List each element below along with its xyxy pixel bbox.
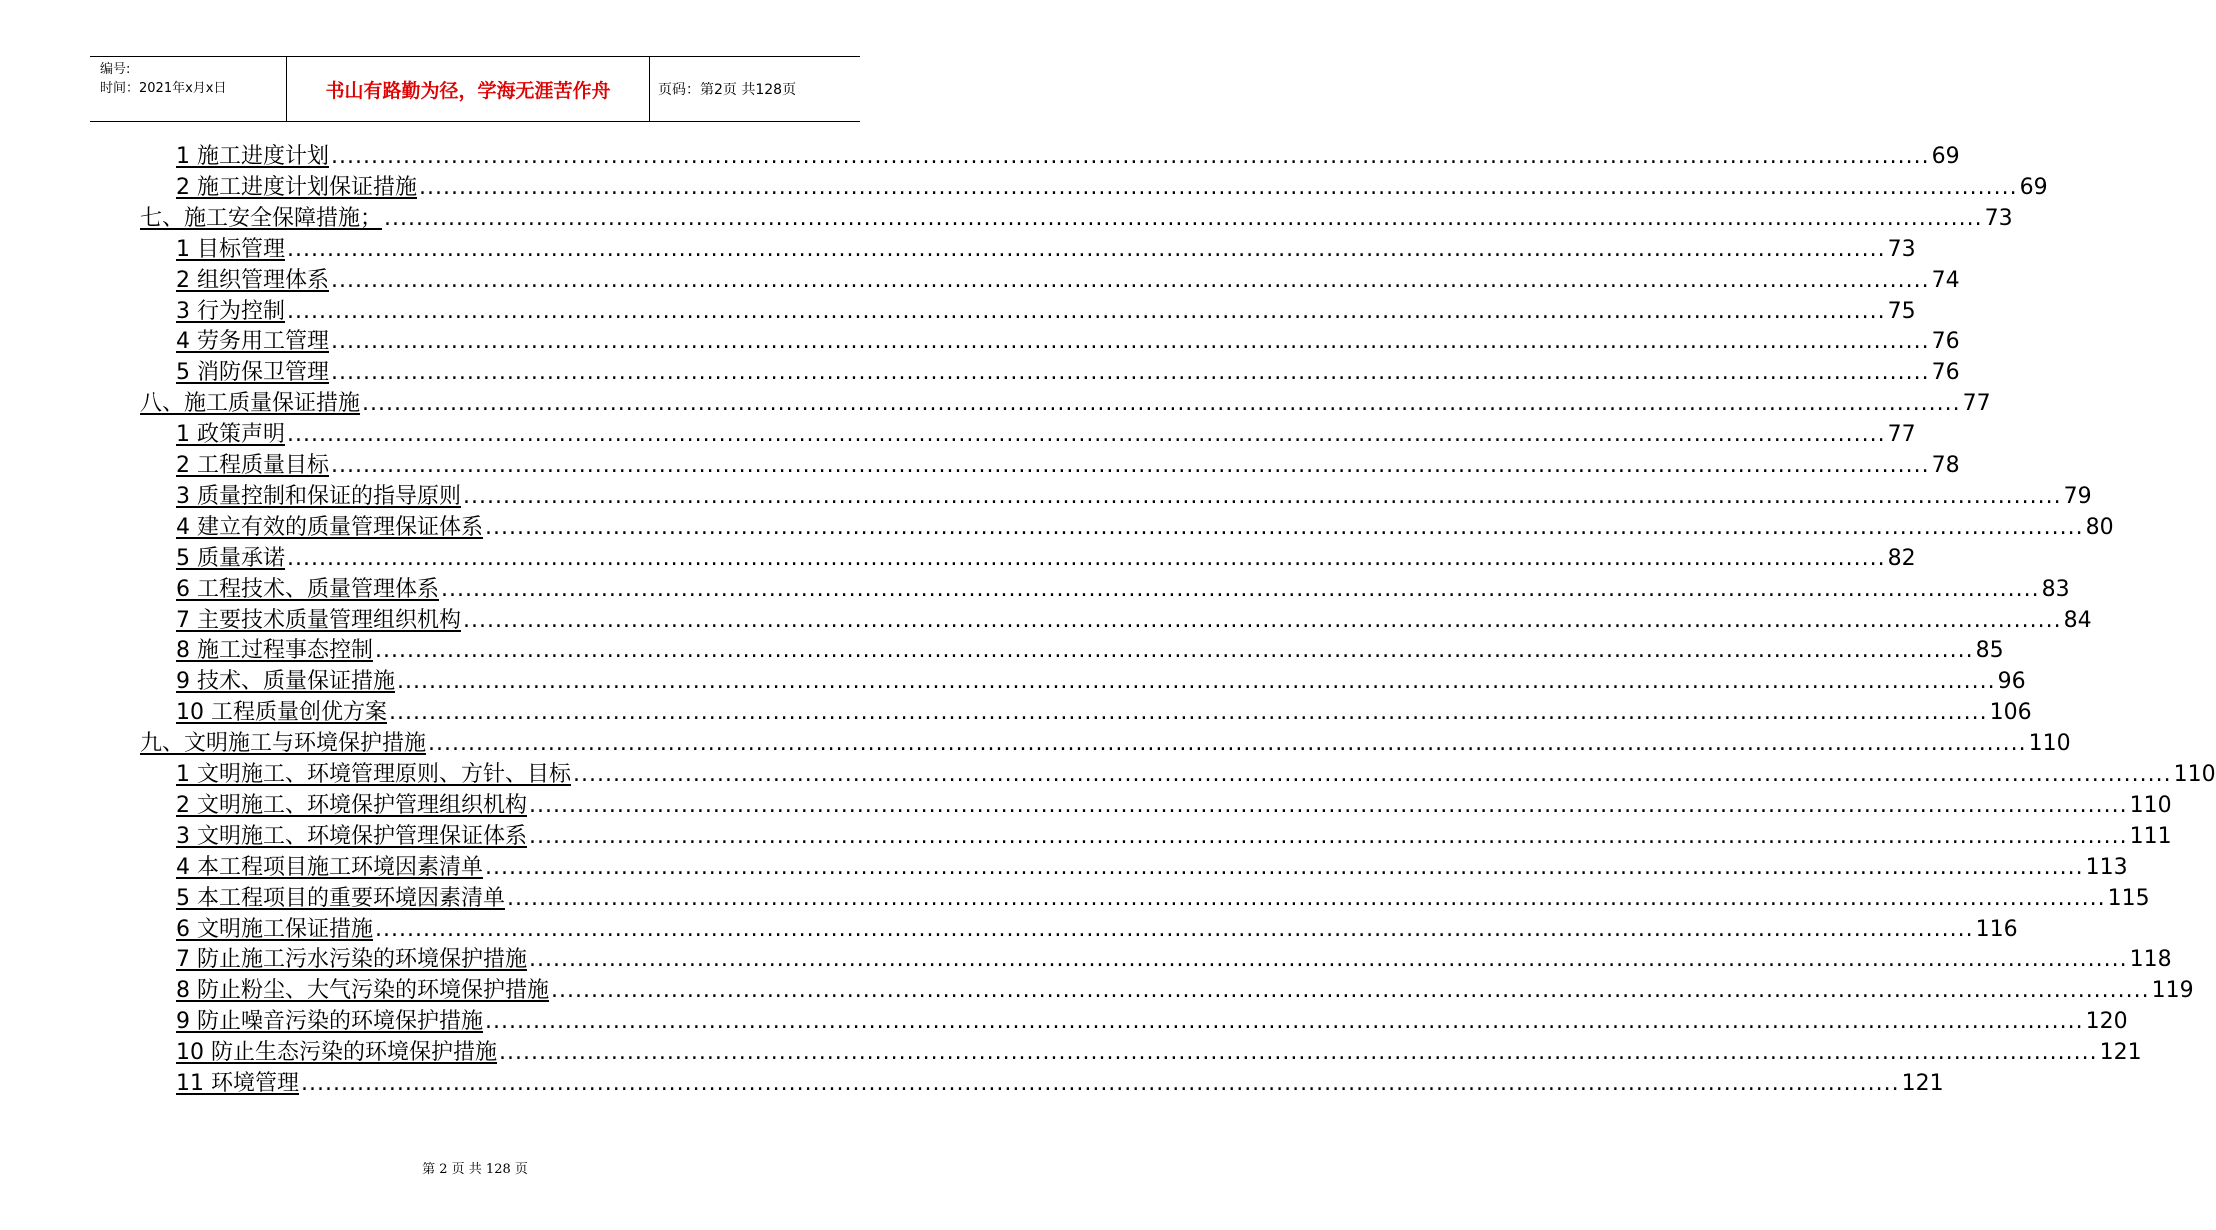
toc-section-entry[interactable]	[176, 297, 1916, 327]
toc-section-entry[interactable]	[176, 544, 1916, 574]
toc-section-entry[interactable]	[176, 606, 2092, 636]
toc-dot-leader: ........................................................................................................................................................................................................	[529, 823, 2128, 849]
toc-dot-leader: ........................................................................................................................................................................................................	[389, 700, 1988, 726]
toc-dot-leader: ........................................................................................................................................................................................................	[419, 174, 2018, 200]
toc-entry-page-number: 77	[1887, 422, 1916, 448]
toc-entry-label[interactable]: 2 施工进度计划保证措施	[176, 174, 417, 200]
toc-dot-leader: ........................................................................................................................................................................................................	[384, 205, 1983, 231]
toc-entry-label[interactable]: 2 工程质量目标	[176, 453, 329, 478]
toc-dot-leader: ........................................................................................................................................................................................................	[551, 978, 2150, 1004]
toc-entry-page-number: 73	[1887, 236, 1916, 262]
toc-section-entry[interactable]	[176, 420, 1916, 450]
toc-section-entry[interactable]	[176, 1069, 1944, 1099]
toc-entry-page-number: 119	[2151, 978, 2194, 1004]
toc-section-entry[interactable]	[176, 976, 2194, 1006]
toc-section-entry[interactable]	[176, 451, 1960, 481]
toc-section-entry[interactable]	[176, 884, 2150, 914]
toc-dot-leader: ........................................................................................................................................................................................................	[485, 854, 2084, 880]
toc-entry-label[interactable]: 4 本工程项目施工环境因素清单	[176, 854, 483, 880]
toc-entry-label[interactable]: 6 文明施工保证措施	[176, 916, 373, 942]
toc-entry-label[interactable]: 1 施工进度计划	[176, 144, 329, 169]
toc-entry-page-number: 96	[1997, 669, 2026, 695]
toc-entry-label[interactable]: 1 目标管理	[176, 236, 285, 262]
toc-entry-label[interactable]: 7 防止施工污水污染的环境保护措施	[176, 947, 527, 973]
toc-entry-label[interactable]: 3 文明施工、环境保护管理保证体系	[176, 823, 527, 849]
toc-entry-label[interactable]: 7 主要技术质量管理组织机构	[176, 607, 461, 633]
toc-entry-label[interactable]: 1 政策声明	[176, 422, 285, 448]
toc-section-entry[interactable]	[176, 173, 2048, 203]
toc-entry-page-number: 118	[2129, 947, 2172, 973]
toc-entry-label[interactable]: 9 防止噪音污染的环境保护措施	[176, 1009, 483, 1035]
toc-entry-page-number: 75	[1887, 298, 1916, 324]
page-header	[90, 56, 860, 122]
toc-dot-leader: ........................................................................................................................................................................................................	[375, 638, 1974, 664]
toc-section-entry[interactable]	[176, 482, 2092, 512]
toc-entry-label[interactable]: 6 工程技术、质量管理体系	[176, 576, 439, 602]
toc-dot-leader: ........................................................................................................................................................................................................	[529, 792, 2128, 818]
toc-entry-page-number: 113	[2085, 854, 2128, 880]
toc-dot-leader: ........................................................................................................................................................................................................	[287, 545, 1886, 571]
toc-entry-label[interactable]: 4 劳务用工管理	[176, 329, 329, 355]
toc-section-entry[interactable]	[176, 266, 1960, 296]
toc-entry-page-number: 73	[1984, 205, 2013, 231]
toc-entry-page-number: 74	[1931, 267, 1960, 293]
toc-entry-page-number: 121	[2099, 1040, 2142, 1066]
toc-entry-label[interactable]: 3 行为控制	[176, 298, 285, 324]
toc-entry-page-number: 80	[2085, 514, 2114, 540]
toc-entry-page-number: 84	[2063, 607, 2092, 633]
toc-entry-page-number: 116	[1975, 916, 2018, 942]
toc-entry-page-number: 82	[1887, 545, 1916, 571]
toc-section-entry[interactable]	[176, 142, 1960, 172]
toc-entry-label[interactable]: 10 防止生态污染的环境保护措施	[176, 1040, 497, 1066]
toc-section-entry[interactable]	[176, 822, 2172, 852]
toc-entry-page-number: 77	[1962, 391, 1991, 417]
toc-entry-label[interactable]: 4 建立有效的质量管理保证体系	[176, 514, 483, 540]
toc-entry-page-number: 69	[1931, 144, 1960, 169]
toc-chapter-entry[interactable]	[140, 204, 2013, 234]
toc-dot-leader: ........................................................................................................................................................................................................	[428, 731, 2027, 757]
toc-dot-leader: ........................................................................................................................................................................................................	[331, 360, 1930, 386]
toc-entry-label[interactable]: 10 工程质量创优方案	[176, 700, 387, 726]
toc-entry-page-number: 85	[1975, 638, 2004, 664]
toc-dot-leader: ........................................................................................................................................................................................................	[362, 391, 1961, 417]
toc-chapter-entry[interactable]	[140, 729, 2071, 759]
toc-entry-page-number: 83	[2041, 576, 2070, 602]
toc-entry-page-number: 78	[1931, 453, 1960, 478]
toc-dot-leader: ........................................................................................................................................................................................................	[331, 267, 1930, 293]
toc-dot-leader: ........................................................................................................................................................................................................	[463, 607, 2062, 633]
toc-entry-label[interactable]: 1 文明施工、环境管理原则、方针、目标	[176, 762, 571, 787]
toc-section-entry[interactable]	[176, 513, 2114, 543]
toc-entry-label[interactable]: 5 质量承诺	[176, 545, 285, 571]
page-footer: 第 2 页 共 128 页	[422, 1162, 528, 1177]
toc-entry-label[interactable]: 七、施工安全保障措施；	[140, 205, 383, 231]
toc-entry-page-number: 111	[2129, 823, 2172, 849]
toc-dot-leader: ........................................................................................................................................................................................................	[441, 576, 2040, 602]
document-number-label: 编号:	[100, 62, 131, 77]
toc-entry-page-number: 110	[2173, 762, 2216, 787]
toc-dot-leader: ........................................................................................................................................................................................................	[331, 329, 1930, 355]
toc-entry-label[interactable]: 8 施工过程事态控制	[176, 638, 373, 664]
toc-section-entry[interactable]	[176, 667, 2026, 697]
toc-entry-page-number: 110	[2129, 792, 2172, 818]
toc-entry-label[interactable]: 5 本工程项目的重要环境因素清单	[176, 885, 505, 911]
toc-entry-label[interactable]: 八、施工质量保证措施	[140, 391, 361, 417]
document-time: 时间：2021年x月x日	[100, 81, 227, 96]
toc-section-entry[interactable]	[176, 358, 1960, 388]
toc-entry-page-number: 115	[2107, 885, 2150, 911]
header-page-info: 页码：第2页 共128页	[658, 82, 797, 98]
header-meta	[90, 57, 286, 121]
toc-section-entry[interactable]	[176, 1038, 2142, 1068]
toc-dot-leader: ........................................................................................................................................................................................................	[375, 916, 1974, 942]
toc-section-entry[interactable]	[176, 791, 2172, 821]
toc-dot-leader: ........................................................................................................................................................................................................	[331, 144, 1930, 169]
toc-entry-label[interactable]: 9 技术、质量保证措施	[176, 669, 395, 695]
toc-chapter-entry[interactable]	[140, 389, 1991, 419]
toc-entry-page-number: 76	[1931, 329, 1960, 355]
toc-entry-page-number: 79	[2063, 483, 2092, 509]
toc-entry-label[interactable]: 3 质量控制和保证的指导原则	[176, 483, 461, 509]
toc-dot-leader: ........................................................................................................................................................................................................	[507, 885, 2106, 911]
toc-dot-leader: ........................................................................................................................................................................................................	[287, 236, 1886, 262]
toc-section-entry[interactable]	[176, 698, 2032, 728]
toc-entry-label[interactable]: 2 组织管理体系	[176, 267, 329, 293]
toc-entry-page-number: 69	[2019, 174, 2048, 200]
toc-entry-page-number: 121	[1901, 1071, 1944, 1096]
toc-section-entry[interactable]	[176, 575, 2070, 605]
toc-dot-leader: ........................................................................................................................................................................................................	[529, 947, 2128, 973]
toc-section-entry[interactable]	[176, 760, 2216, 790]
toc-dot-leader: ........................................................................................................................................................................................................	[287, 298, 1886, 324]
toc-entry-label[interactable]: 8 防止粉尘、大气污染的环境保护措施	[176, 978, 549, 1004]
toc-dot-leader: ........................................................................................................................................................................................................	[499, 1040, 2098, 1066]
toc-section-entry[interactable]	[176, 1007, 2128, 1037]
toc-dot-leader: ........................................................................................................................................................................................................	[485, 514, 2084, 540]
toc-entry-page-number: 120	[2085, 1009, 2128, 1035]
toc-section-entry[interactable]	[176, 235, 1916, 265]
toc-dot-leader: ........................................................................................................................................................................................................	[287, 422, 1886, 448]
header-motto: 书山有路勤为径，学海无涯苦作舟	[286, 57, 650, 121]
toc-section-entry[interactable]	[176, 915, 2018, 945]
toc-entry-page-number: 106	[1989, 700, 2032, 726]
toc-entry-label[interactable]: 5 消防保卫管理	[176, 360, 329, 386]
toc-entry-label[interactable]: 11 环境管理	[176, 1071, 299, 1096]
toc-entry-label[interactable]: 九、文明施工与环境保护措施	[140, 731, 427, 757]
toc-section-entry[interactable]	[176, 636, 2004, 666]
toc-dot-leader: ........................................................................................................................................................................................................	[463, 483, 2062, 509]
toc-dot-leader: ........................................................................................................................................................................................................	[485, 1009, 2084, 1035]
toc-dot-leader: ........................................................................................................................................................................................................	[301, 1071, 1900, 1096]
toc-section-entry[interactable]	[176, 853, 2128, 883]
toc-entry-page-number: 76	[1931, 360, 1960, 386]
toc-dot-leader: ........................................................................................................................................................................................................	[331, 453, 1930, 478]
toc-section-entry[interactable]	[176, 327, 1960, 357]
toc-dot-leader: ........................................................................................................................................................................................................	[397, 669, 1996, 695]
toc-entry-page-number: 110	[2028, 731, 2071, 757]
toc-entry-label[interactable]: 2 文明施工、环境保护管理组织机构	[176, 792, 527, 818]
toc-dot-leader: ........................................................................................................................................................................................................	[573, 762, 2172, 787]
toc-section-entry[interactable]	[176, 945, 2172, 975]
